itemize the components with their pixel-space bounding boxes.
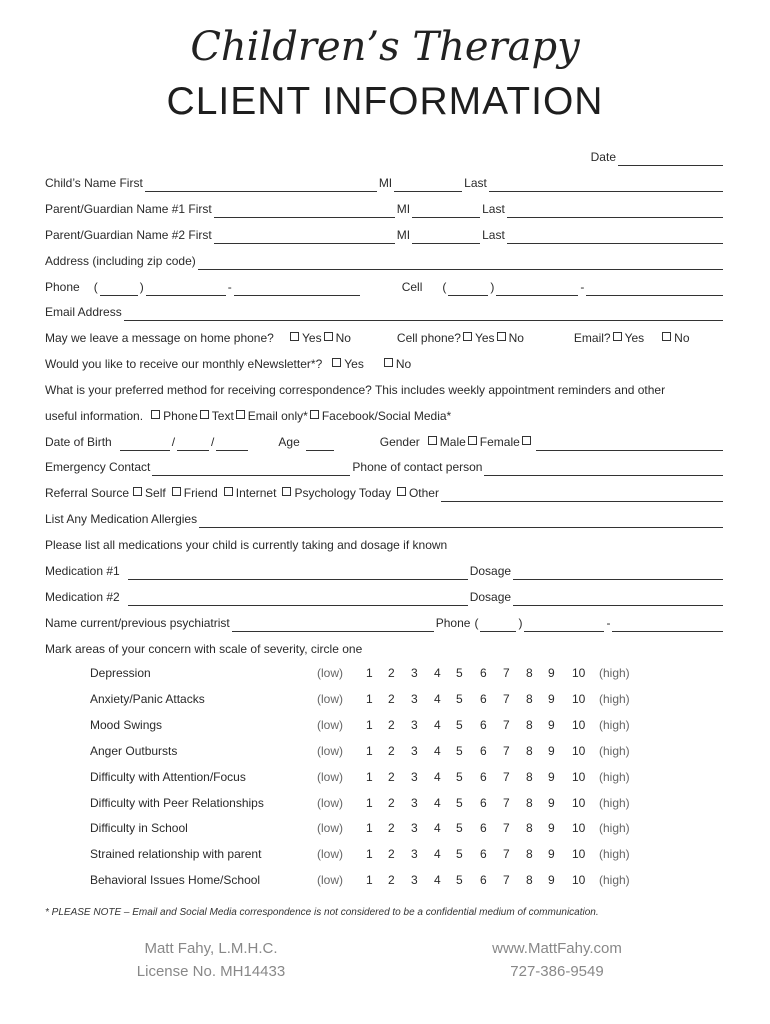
severity-high-label: (high): [599, 873, 630, 888]
severity-option-2[interactable]: 2: [388, 717, 395, 732]
severity-option-9[interactable]: 9: [548, 691, 555, 706]
severity-option-5[interactable]: 5: [456, 847, 463, 862]
severity-option-6[interactable]: 6: [480, 666, 487, 680]
home-no-checkbox[interactable]: [324, 332, 333, 341]
severity-option-5[interactable]: 5: [456, 795, 463, 810]
footer-name: Matt Fahy, L.M.H.C.: [144, 940, 278, 957]
psychiatrist-phone-label: Phone: [435, 616, 471, 630]
severity-high-label: (high): [599, 847, 630, 862]
severity-option-3[interactable]: 3: [411, 691, 418, 706]
psychiatrist-area-field[interactable]: [480, 616, 516, 632]
severity-option-7[interactable]: 7: [503, 691, 510, 706]
medication2-row: [45, 586, 725, 606]
severity-option-8[interactable]: 8: [526, 821, 533, 836]
severity-item-label: Behavioral Issues Home/School: [90, 873, 261, 888]
dosage2-label: Dosage: [469, 590, 512, 604]
severity-item-label: Mood Swings: [90, 717, 163, 732]
severity-option-9[interactable]: 9: [548, 717, 555, 732]
severity-option-2[interactable]: 2: [388, 821, 395, 836]
child-first-field[interactable]: [145, 176, 377, 192]
cell-paren-open: (: [442, 280, 447, 294]
newsletter-no-option[interactable]: [382, 357, 411, 373]
severity-option-7[interactable]: 7: [503, 769, 510, 784]
severity-row: [90, 794, 690, 814]
referral-internet-checkbox[interactable]: [224, 487, 233, 496]
referral-friend-checkbox[interactable]: [172, 487, 181, 496]
severity-row: [90, 664, 690, 684]
home-message-question: May we leave a message on home phone?: [45, 331, 274, 345]
confidentiality-note: * PLEASE NOTE – Email and Social Media correspondence is not considered to be a confidential medium of communication.: [45, 907, 599, 918]
severity-option-8[interactable]: 8: [526, 743, 533, 758]
preferred-method-question-cont: useful information.: [45, 409, 144, 423]
cell-no-checkbox[interactable]: [497, 332, 506, 341]
severity-item-label: Anxiety/Panic Attacks: [90, 691, 205, 706]
method-facebook-label: Facebook/Social Media*: [321, 409, 452, 423]
severity-row: [90, 819, 690, 839]
severity-option-8[interactable]: 8: [526, 847, 533, 862]
email-yes-label: Yes: [624, 331, 645, 345]
phone-label: Phone: [45, 280, 80, 294]
severity-option-3[interactable]: 3: [411, 666, 418, 680]
address-row: [45, 250, 725, 270]
email-field[interactable]: [124, 305, 723, 321]
psychiatrist-prefix-field[interactable]: [524, 616, 604, 632]
severity-option-3[interactable]: 3: [411, 873, 418, 888]
footer-phone: 727-386-9549: [510, 963, 604, 980]
method-phone-label: Phone: [163, 409, 198, 423]
severity-option-5[interactable]: 5: [456, 743, 463, 758]
severity-option-2[interactable]: 2: [388, 691, 395, 706]
method-email-option[interactable]: [234, 409, 308, 425]
severity-high-label: (high): [599, 691, 630, 706]
parent1-mi-field[interactable]: [412, 202, 480, 218]
phone-paren-close: ): [139, 280, 144, 294]
medications-intro-row: [45, 534, 725, 554]
email-label: Email Address: [45, 305, 122, 319]
cell-yes-label: Yes: [474, 331, 495, 345]
script-title: Children’s Therapy: [190, 24, 580, 70]
email-no-checkbox[interactable]: [662, 332, 671, 341]
severity-option-5[interactable]: 5: [456, 666, 463, 680]
psychiatrist-row: [45, 612, 725, 632]
severity-option-6[interactable]: 6: [480, 769, 487, 784]
cell-number-field[interactable]: [586, 280, 723, 296]
severity-option-9[interactable]: 9: [548, 847, 555, 862]
method-text-option[interactable]: [198, 409, 234, 425]
severity-option-7[interactable]: 7: [503, 847, 510, 862]
severity-item-label: Depression: [90, 666, 151, 680]
home-yes-label: Yes: [302, 331, 322, 345]
severity-option-4[interactable]: 4: [434, 717, 441, 732]
severity-item-label: Anger Outbursts: [90, 743, 178, 758]
severity-high-label: (high): [599, 666, 630, 680]
severity-option-4[interactable]: 4: [434, 769, 441, 784]
severity-option-8[interactable]: 8: [526, 717, 533, 732]
severity-low-label: (low): [317, 743, 343, 758]
newsletter-yes-label: Yes: [344, 357, 364, 371]
severity-option-2[interactable]: 2: [388, 795, 395, 810]
severity-low-label: (low): [317, 717, 343, 732]
method-facebook-option[interactable]: [308, 409, 451, 425]
parent2-mi-field[interactable]: [412, 228, 480, 244]
gender-male-label: Male: [439, 435, 466, 449]
referral-other-checkbox[interactable]: [397, 487, 406, 496]
newsletter-no-label: No: [395, 357, 412, 371]
home-no-label: No: [335, 331, 351, 345]
psychiatrist-paren-close: ): [518, 616, 523, 630]
age-field[interactable]: [306, 435, 334, 451]
newsletter-no-checkbox[interactable]: [384, 358, 393, 367]
phone-row: [45, 276, 725, 296]
severity-option-6[interactable]: 6: [480, 795, 487, 810]
severity-low-label: (low): [317, 691, 343, 706]
phone-paren-open: (: [93, 280, 98, 294]
address-label: Address (including zip code): [45, 254, 196, 268]
gender-male-checkbox[interactable]: [428, 436, 437, 445]
phone-prefix-field[interactable]: [146, 280, 226, 296]
home-yes-option[interactable]: [288, 331, 322, 347]
referral-self-checkbox[interactable]: [133, 487, 142, 496]
dob-row: [45, 431, 725, 451]
severity-option-5[interactable]: 5: [456, 691, 463, 706]
psychiatrist-label: Name current/previous psychiatrist: [45, 616, 230, 630]
preferred-method-options-row: [45, 405, 725, 425]
dob-label: Date of Birth: [45, 435, 112, 449]
severity-option-4[interactable]: 4: [434, 795, 441, 810]
method-phone-checkbox[interactable]: [151, 410, 160, 419]
severity-option-10[interactable]: 10: [572, 691, 586, 706]
severity-option-7[interactable]: 7: [503, 821, 510, 836]
child-name-row: [45, 172, 725, 192]
home-yes-checkbox[interactable]: [290, 332, 299, 341]
phone-number-field[interactable]: [234, 280, 360, 296]
date-label: Date: [590, 150, 616, 164]
preferred-method-question: What is your preferred method for receiving correspondence? This includes weekly appointment reminders and other: [45, 383, 666, 397]
severity-option-7[interactable]: 7: [503, 873, 510, 888]
referral-self-label: Self: [145, 486, 166, 500]
cell-area-field[interactable]: [448, 280, 488, 296]
address-field[interactable]: [198, 254, 723, 270]
severity-option-10[interactable]: 10: [572, 717, 586, 732]
child-mi-label: MI: [378, 176, 393, 190]
severity-option-10[interactable]: 10: [572, 821, 586, 836]
severity-item-label: Difficulty with Attention/Focus: [90, 769, 246, 784]
method-text-checkbox[interactable]: [200, 410, 209, 419]
severity-option-4[interactable]: 4: [434, 691, 441, 706]
newsletter-yes-option[interactable]: [330, 357, 364, 373]
dob-month-field[interactable]: [120, 435, 170, 451]
medication2-label: Medication #2: [45, 590, 120, 604]
referral-psych-today-checkbox[interactable]: [282, 487, 291, 496]
severity-option-9[interactable]: 9: [548, 795, 555, 810]
severity-row: [90, 742, 690, 762]
gender-label: Gender: [379, 435, 420, 449]
severity-option-8[interactable]: 8: [526, 795, 533, 810]
severity-option-3[interactable]: 3: [411, 717, 418, 732]
severity-option-9[interactable]: 9: [548, 743, 555, 758]
severity-option-5[interactable]: 5: [456, 873, 463, 888]
severity-option-3[interactable]: 3: [411, 769, 418, 784]
severity-option-9[interactable]: 9: [548, 769, 555, 784]
severity-option-8[interactable]: 8: [526, 666, 533, 680]
severity-option-7[interactable]: 7: [503, 717, 510, 732]
parent2-last-label: Last: [482, 228, 505, 242]
severity-option-1[interactable]: 1: [366, 717, 373, 732]
referral-other-option[interactable]: [395, 486, 439, 502]
severity-option-1[interactable]: 1: [366, 795, 373, 810]
severity-option-10[interactable]: 10: [572, 743, 586, 758]
severity-option-6[interactable]: 6: [480, 873, 487, 888]
severity-high-label: (high): [599, 821, 630, 836]
method-email-checkbox[interactable]: [236, 410, 245, 419]
cell-yes-option[interactable]: [461, 331, 495, 347]
newsletter-row: [45, 353, 725, 373]
email-no-option[interactable]: [660, 331, 689, 347]
severity-option-5[interactable]: 5: [456, 717, 463, 732]
severity-option-10[interactable]: 10: [572, 666, 586, 680]
severity-low-label: (low): [317, 769, 343, 784]
severity-option-4[interactable]: 4: [434, 847, 441, 862]
parent1-last-label: Last: [482, 202, 505, 216]
date-field[interactable]: [618, 150, 723, 166]
severity-high-label: (high): [599, 717, 630, 732]
severity-option-10[interactable]: 10: [572, 795, 586, 810]
child-first-label: Child’s Name First: [45, 176, 143, 190]
severity-option-2[interactable]: 2: [388, 873, 395, 888]
dosage1-field[interactable]: [513, 564, 723, 580]
severity-option-8[interactable]: 8: [526, 873, 533, 888]
severity-option-4[interactable]: 4: [434, 873, 441, 888]
severity-option-3[interactable]: 3: [411, 795, 418, 810]
cell-label: Cell: [401, 280, 423, 294]
page-title: CLIENT INFORMATION: [166, 80, 604, 123]
email-row: [45, 301, 725, 321]
severity-option-8[interactable]: 8: [526, 769, 533, 784]
newsletter-question: Would you like to receive our monthly eNewsletter*?: [45, 357, 323, 371]
email-message-question: Email?: [573, 331, 611, 345]
severity-option-9[interactable]: 9: [548, 873, 555, 888]
severity-option-2[interactable]: 2: [388, 743, 395, 758]
severity-high-label: (high): [599, 769, 630, 784]
referral-friend-option[interactable]: [170, 486, 218, 502]
severity-low-label: (low): [317, 821, 343, 836]
child-last-label: Last: [464, 176, 487, 190]
severity-option-5[interactable]: 5: [456, 769, 463, 784]
severity-option-6[interactable]: 6: [480, 743, 487, 758]
gender-other-option[interactable]: [520, 436, 534, 451]
medication1-label: Medication #1: [45, 564, 120, 578]
referral-friend-label: Friend: [183, 486, 218, 500]
severity-option-1[interactable]: 1: [366, 769, 373, 784]
phone-area-field[interactable]: [100, 280, 138, 296]
gender-female-label: Female: [479, 435, 520, 449]
medication2-field[interactable]: [128, 590, 468, 606]
referral-row: [45, 482, 725, 502]
referral-psych-today-label: Psychology Today: [294, 486, 391, 500]
parent1-first-label: Parent/Guardian Name #1 First: [45, 202, 212, 216]
cell-prefix-field[interactable]: [496, 280, 578, 296]
severity-option-2[interactable]: 2: [388, 769, 395, 784]
email-yes-checkbox[interactable]: [613, 332, 622, 341]
method-text-label: Text: [211, 409, 234, 423]
referral-label: Referral Source: [45, 486, 130, 500]
severity-option-4[interactable]: 4: [434, 666, 441, 680]
psychiatrist-number-field[interactable]: [612, 616, 723, 632]
severity-row: [90, 845, 690, 865]
severity-option-6[interactable]: 6: [480, 847, 487, 862]
dob-slash-2: /: [211, 435, 215, 449]
method-phone-option[interactable]: [149, 409, 198, 425]
parent1-row: [45, 198, 725, 218]
severity-option-10[interactable]: 10: [572, 873, 586, 888]
severity-option-1[interactable]: 1: [366, 666, 373, 680]
parent1-mi-label: MI: [396, 202, 411, 216]
severity-option-4[interactable]: 4: [434, 743, 441, 758]
dosage2-field[interactable]: [513, 590, 723, 606]
severity-low-label: (low): [317, 873, 343, 888]
allergies-label: List Any Medication Allergies: [45, 512, 198, 526]
footer-website[interactable]: www.MattFahy.com: [492, 940, 622, 957]
severity-low-label: (low): [317, 847, 343, 862]
severity-option-1[interactable]: 1: [366, 691, 373, 706]
dob-day-field[interactable]: [177, 435, 209, 451]
severity-option-1[interactable]: 1: [366, 743, 373, 758]
gender-female-option[interactable]: [466, 435, 520, 451]
date-row: [45, 146, 725, 166]
severity-option-1[interactable]: 1: [366, 821, 373, 836]
parent1-first-field[interactable]: [214, 202, 395, 218]
severity-option-6[interactable]: 6: [480, 691, 487, 706]
concern-intro: Mark areas of your concern with scale of severity, circle one: [45, 642, 363, 656]
medication1-row: [45, 560, 725, 580]
referral-other-label: Other: [408, 486, 439, 500]
severity-option-8[interactable]: 8: [526, 691, 533, 706]
severity-option-2[interactable]: 2: [388, 847, 395, 862]
referral-internet-option[interactable]: [222, 486, 277, 502]
medication1-field[interactable]: [128, 564, 468, 580]
severity-option-1[interactable]: 1: [366, 847, 373, 862]
referral-internet-label: Internet: [235, 486, 277, 500]
concern-intro-row: [45, 638, 725, 658]
dob-slash-1: /: [171, 435, 176, 449]
psychiatrist-dash: -: [606, 616, 611, 630]
child-last-field[interactable]: [489, 176, 723, 192]
home-no-option[interactable]: [322, 331, 351, 347]
emergency-phone-field[interactable]: [484, 460, 723, 476]
email-yes-option[interactable]: [611, 331, 645, 347]
cell-yes-checkbox[interactable]: [463, 332, 472, 341]
severity-option-3[interactable]: 3: [411, 847, 418, 862]
severity-item-label: Difficulty in School: [90, 821, 188, 836]
severity-option-9[interactable]: 9: [548, 821, 555, 836]
dosage1-label: Dosage: [469, 564, 512, 578]
severity-option-3[interactable]: 3: [411, 743, 418, 758]
severity-option-5[interactable]: 5: [456, 821, 463, 836]
referral-psych-today-option[interactable]: [280, 486, 391, 502]
preferred-method-row: [45, 379, 725, 399]
referral-self-option[interactable]: [131, 486, 166, 502]
severity-item-label: Strained relationship with parent: [90, 847, 262, 862]
gender-other-checkbox[interactable]: [522, 436, 531, 445]
parent2-first-label: Parent/Guardian Name #2 First: [45, 228, 212, 242]
severity-option-4[interactable]: 4: [434, 821, 441, 836]
parent2-last-field[interactable]: [507, 228, 723, 244]
severity-option-3[interactable]: 3: [411, 821, 418, 836]
gender-female-checkbox[interactable]: [468, 436, 477, 445]
severity-item-label: Difficulty with Peer Relationships: [90, 795, 264, 810]
age-label: Age: [278, 435, 300, 449]
phone-dash: -: [227, 280, 232, 294]
severity-option-10[interactable]: 10: [572, 769, 586, 784]
severity-option-2[interactable]: 2: [388, 666, 395, 680]
message-permission-row: [45, 327, 725, 347]
medications-intro: Please list all medications your child is currently taking and dosage if known: [45, 538, 448, 552]
severity-option-1[interactable]: 1: [366, 873, 373, 888]
severity-row: [90, 768, 690, 788]
emergency-field[interactable]: [152, 460, 350, 476]
allergies-row: [45, 508, 725, 528]
emergency-row: [45, 456, 725, 476]
parent2-row: [45, 224, 725, 244]
referral-other-field[interactable]: [441, 486, 723, 502]
severity-low-label: (low): [317, 795, 343, 810]
severity-low-label: (low): [317, 666, 343, 680]
severity-row: [90, 690, 690, 710]
severity-option-7[interactable]: 7: [503, 666, 510, 680]
parent1-last-field[interactable]: [507, 202, 723, 218]
gender-male-option[interactable]: [426, 435, 466, 451]
newsletter-yes-checkbox[interactable]: [332, 358, 341, 367]
severity-option-6[interactable]: 6: [480, 821, 487, 836]
parent2-mi-label: MI: [396, 228, 411, 242]
severity-row: [90, 716, 690, 736]
severity-row: [90, 871, 690, 891]
severity-option-7[interactable]: 7: [503, 743, 510, 758]
severity-high-label: (high): [599, 795, 630, 810]
emergency-phone-label: Phone of contact person: [352, 460, 483, 474]
email-no-label: No: [674, 331, 690, 345]
child-mi-field[interactable]: [394, 176, 462, 192]
cell-dash: -: [580, 280, 585, 294]
severity-option-7[interactable]: 7: [503, 795, 510, 810]
dob-year-field[interactable]: [216, 435, 248, 451]
cell-no-option[interactable]: [495, 331, 524, 347]
gender-other-field[interactable]: [536, 435, 723, 451]
parent2-first-field[interactable]: [214, 228, 395, 244]
footer-license: License No. MH14433: [136, 963, 286, 980]
severity-option-9[interactable]: 9: [548, 666, 555, 680]
psychiatrist-field[interactable]: [232, 616, 434, 632]
method-facebook-checkbox[interactable]: [310, 410, 319, 419]
emergency-label: Emergency Contact: [45, 460, 151, 474]
severity-option-10[interactable]: 10: [572, 847, 586, 862]
psychiatrist-paren-open: (: [474, 616, 479, 630]
cell-message-question: Cell phone?: [396, 331, 461, 345]
allergies-field[interactable]: [199, 512, 723, 528]
cell-paren-close: ): [490, 280, 495, 294]
severity-high-label: (high): [599, 743, 630, 758]
severity-option-6[interactable]: 6: [480, 717, 487, 732]
method-email-label: Email only*: [247, 409, 308, 423]
cell-no-label: No: [508, 331, 524, 345]
